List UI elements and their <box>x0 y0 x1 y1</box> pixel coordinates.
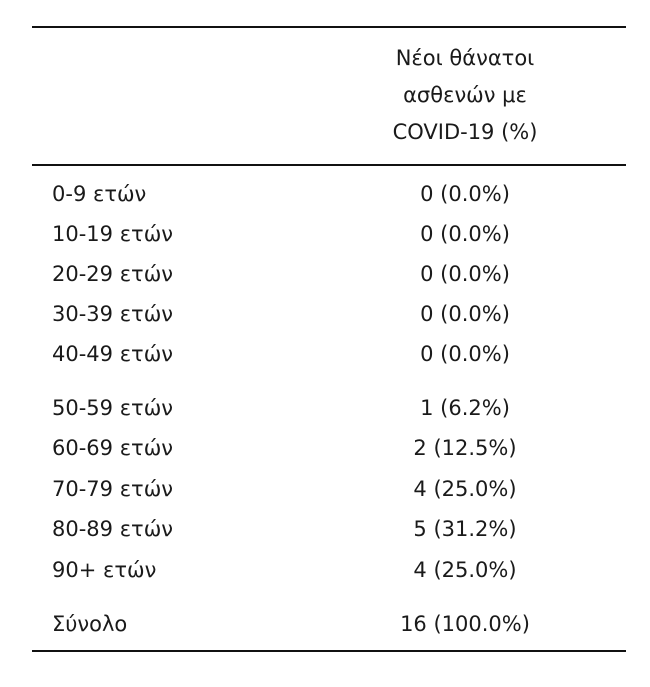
age-group-label: 40-49 ετών <box>52 342 174 366</box>
age-group-label: 20-29 ετών <box>52 262 174 286</box>
table-row <box>0 334 650 374</box>
table-row <box>0 469 650 509</box>
age-group-label: 50-59 ετών <box>52 396 174 420</box>
deaths-value: 1 (6.2%) <box>420 396 510 420</box>
column-header-deaths <box>360 40 570 151</box>
header-rule <box>32 164 626 166</box>
deaths-value: 0 (0.0%) <box>420 342 510 366</box>
age-group-label: 70-79 ετών <box>52 477 174 501</box>
table-row <box>0 428 650 468</box>
age-group-label: 30-39 ετών <box>52 302 174 326</box>
table-row <box>0 388 650 428</box>
deaths-value: 0 (0.0%) <box>420 262 510 286</box>
table-row <box>0 294 650 334</box>
table-row <box>0 550 650 590</box>
column-header-line-3: COVID-19 (%) <box>392 120 538 144</box>
age-group-label: 0-9 ετών <box>52 182 147 206</box>
total-row <box>0 604 650 644</box>
total-label: Σύνολο <box>52 612 128 636</box>
age-group-label: 90+ ετών <box>52 558 157 582</box>
table-row <box>0 174 650 214</box>
column-header-line-1: Νέοι θάνατοι <box>395 46 535 70</box>
deaths-value: 0 (0.0%) <box>420 222 510 246</box>
age-group-label: 60-69 ετών <box>52 436 174 460</box>
column-header-line-2: ασθενών με <box>403 83 527 107</box>
age-group-label: 10-19 ετών <box>52 222 174 246</box>
age-group-label: 80-89 ετών <box>52 517 174 541</box>
table-bottom-rule <box>32 650 626 652</box>
deaths-value: 2 (12.5%) <box>413 436 517 460</box>
deaths-value: 4 (25.0%) <box>413 558 517 582</box>
table-row <box>0 509 650 549</box>
deaths-value: 4 (25.0%) <box>413 477 517 501</box>
deaths-value: 5 (31.2%) <box>413 517 517 541</box>
deaths-value: 0 (0.0%) <box>420 302 510 326</box>
total-value: 16 (100.0%) <box>400 612 530 636</box>
deaths-value: 0 (0.0%) <box>420 182 510 206</box>
table-top-rule <box>32 26 626 28</box>
table-row <box>0 214 650 254</box>
table-row <box>0 254 650 294</box>
